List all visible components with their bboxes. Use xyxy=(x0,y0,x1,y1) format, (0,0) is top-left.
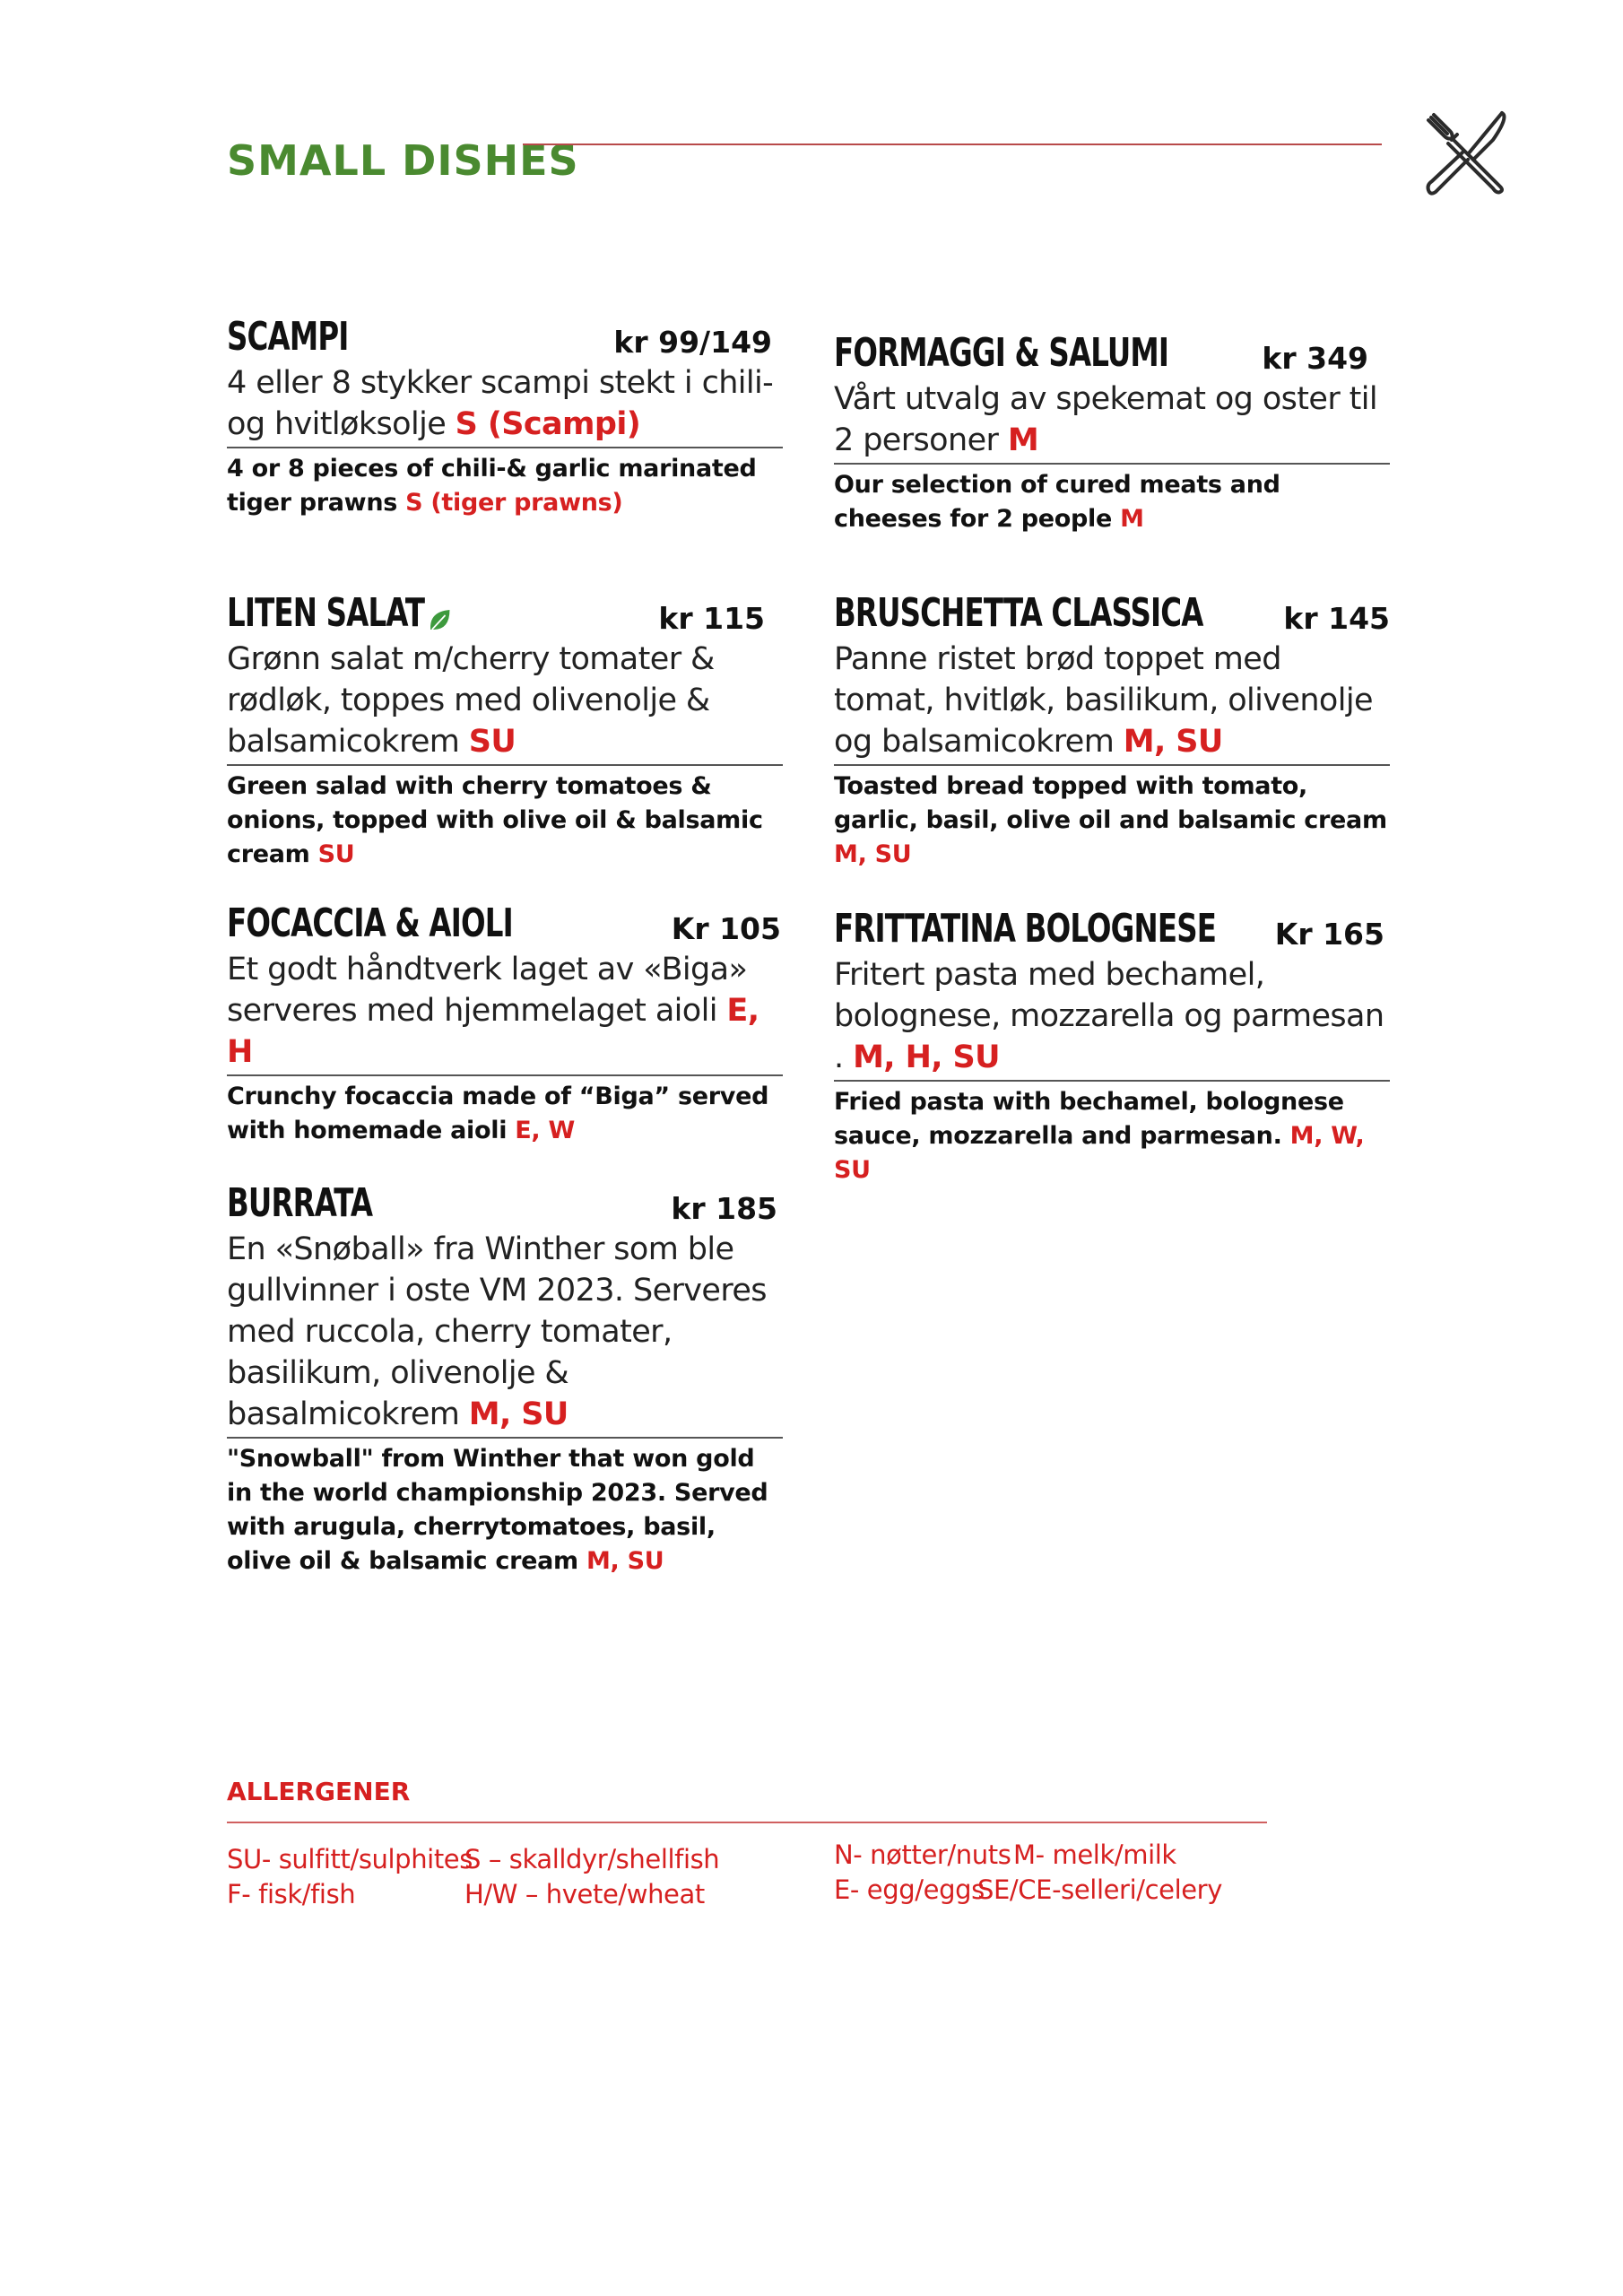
dish-description: Grønn salat m/cherry tomater & rødløk, toppes med olivenolje & balsamicokrem SU xyxy=(227,639,783,766)
allergen-codes: M, SU xyxy=(834,840,912,868)
dish-description: Vårt utvalg av spekemat og oster til 2 personer M xyxy=(834,378,1390,465)
dish-name: LITEN SALAT xyxy=(227,594,452,633)
allergen-title: ALLERGENER xyxy=(227,1777,411,1806)
dish-description: Fritert pasta med bechamel, bolognese, mozzarella og parmesan . M, H, SU xyxy=(834,954,1390,1082)
dish-price: kr 115 xyxy=(658,601,765,636)
dish-description: Panne ristet brød toppet med tomat, hvitløk, basilikum, olivenolje og balsamicokrem M, SU xyxy=(834,639,1390,766)
allergen-legend-item: H/W – hvete/wheat xyxy=(464,1879,705,1909)
allergen-codes: SU xyxy=(317,840,355,868)
allergen-legend-item: SE/CE-selleri/celery xyxy=(977,1874,1222,1905)
dish-description: En «Snøball» fra Winther som ble gullvinner i oste VM 2023. Serveres med ruccola, cherry tomater, basilikum, olivenolje & basalmicokrem M, SU xyxy=(227,1229,783,1439)
dish-name: BRUSCHETTA CLASSICA xyxy=(834,590,1203,636)
allergen-codes: S (tiger prawns) xyxy=(405,489,623,517)
dish-description-english: Our selection of cured meats and cheeses for 2 people M xyxy=(834,471,1280,533)
dish-name: SCAMPI xyxy=(227,314,349,360)
dish-name: FRITTATINA BOLOGNESE xyxy=(834,906,1217,952)
allergen-codes: M, SU xyxy=(468,1396,568,1432)
allergen-legend-item: F- fisk/fish xyxy=(227,1879,356,1909)
dish-description-english: Crunchy focaccia made of “Biga” served with homemade aioli E, W xyxy=(227,1083,769,1144)
dish-name: FOCACCIA & AIOLI xyxy=(227,900,513,946)
dish-description-english: "Snowball" from Winther that won gold in the world championship 2023. Served with arugula, cherrytomatoes, basil, olive oil & balsamic cream M, SU xyxy=(227,1445,768,1575)
allergen-codes: M, H, SU xyxy=(853,1039,1000,1075)
allergen-codes: S (Scampi) xyxy=(455,406,641,442)
allergen-codes: M xyxy=(1120,505,1144,533)
dish-name: FORMAGGI & SALUMI xyxy=(834,330,1169,376)
dish-description-english: Toasted bread topped with tomato, garlic, basil, olive oil and balsamic cream M, SU xyxy=(834,772,1387,868)
dish-focaccia-aioli xyxy=(227,891,783,1148)
dish-formaggi-salumi xyxy=(834,321,1390,536)
allergen-codes: SU xyxy=(468,724,516,760)
allergen-divider xyxy=(227,1822,1267,1823)
dish-description-english: 4 or 8 pieces of chili-& garlic marinated tiger prawns S (tiger prawns) xyxy=(227,455,757,517)
dish-liten-salat xyxy=(227,581,783,872)
allergen-legend-item: S – skalldyr/shellfish xyxy=(464,1844,720,1874)
allergen-codes: E, H xyxy=(227,993,759,1070)
dish-burrata xyxy=(227,1171,783,1578)
allergen-codes: M, SU xyxy=(586,1547,664,1575)
allergen-codes: M xyxy=(1007,422,1039,458)
dish-price: kr 185 xyxy=(671,1191,777,1226)
allergen-legend-item: E- egg/eggs xyxy=(834,1874,985,1905)
dish-scampi xyxy=(227,305,783,520)
dish-price: Kr 105 xyxy=(671,911,781,946)
dish-price: kr 145 xyxy=(1283,601,1390,636)
dish-frittatina-bolognese xyxy=(834,897,1390,1187)
allergen-codes: M, W, SU xyxy=(834,1122,1365,1184)
dish-bruschetta-classica xyxy=(834,581,1390,872)
dish-description-english: Green salad with cherry tomatoes & onions, topped with olive oil & balsamic cream SU xyxy=(227,772,763,868)
allergen-legend-item: SU- sulfitt/sulphites xyxy=(227,1844,473,1874)
allergen-codes: M, SU xyxy=(1123,724,1223,760)
title-divider xyxy=(523,144,1382,145)
dish-description: Et godt håndtverk laget av «Biga» serveres med hjemmelaget aioli E, H xyxy=(227,949,783,1076)
allergen-codes: E, W xyxy=(515,1117,575,1144)
dish-description-english: Fried pasta with bechamel, bolognese sauce, mozzarella and parmesan. M, W, SU xyxy=(834,1088,1365,1184)
dish-price: kr 349 xyxy=(1262,341,1368,376)
leaf-icon xyxy=(427,606,452,633)
section-title: SMALL DISHES xyxy=(227,136,579,185)
dish-description: 4 eller 8 stykker scampi stekt i chili-og hvitløksolje S (Scampi) xyxy=(227,362,783,448)
dish-price: Kr 165 xyxy=(1274,917,1384,952)
cutlery-icon xyxy=(1421,108,1511,197)
allergen-legend-item: N- nøtter/nuts xyxy=(834,1839,1011,1870)
dish-name: BURRATA xyxy=(227,1180,373,1226)
dish-price: kr 99/149 xyxy=(613,325,772,360)
allergen-legend-item: M- melk/milk xyxy=(1013,1839,1176,1870)
